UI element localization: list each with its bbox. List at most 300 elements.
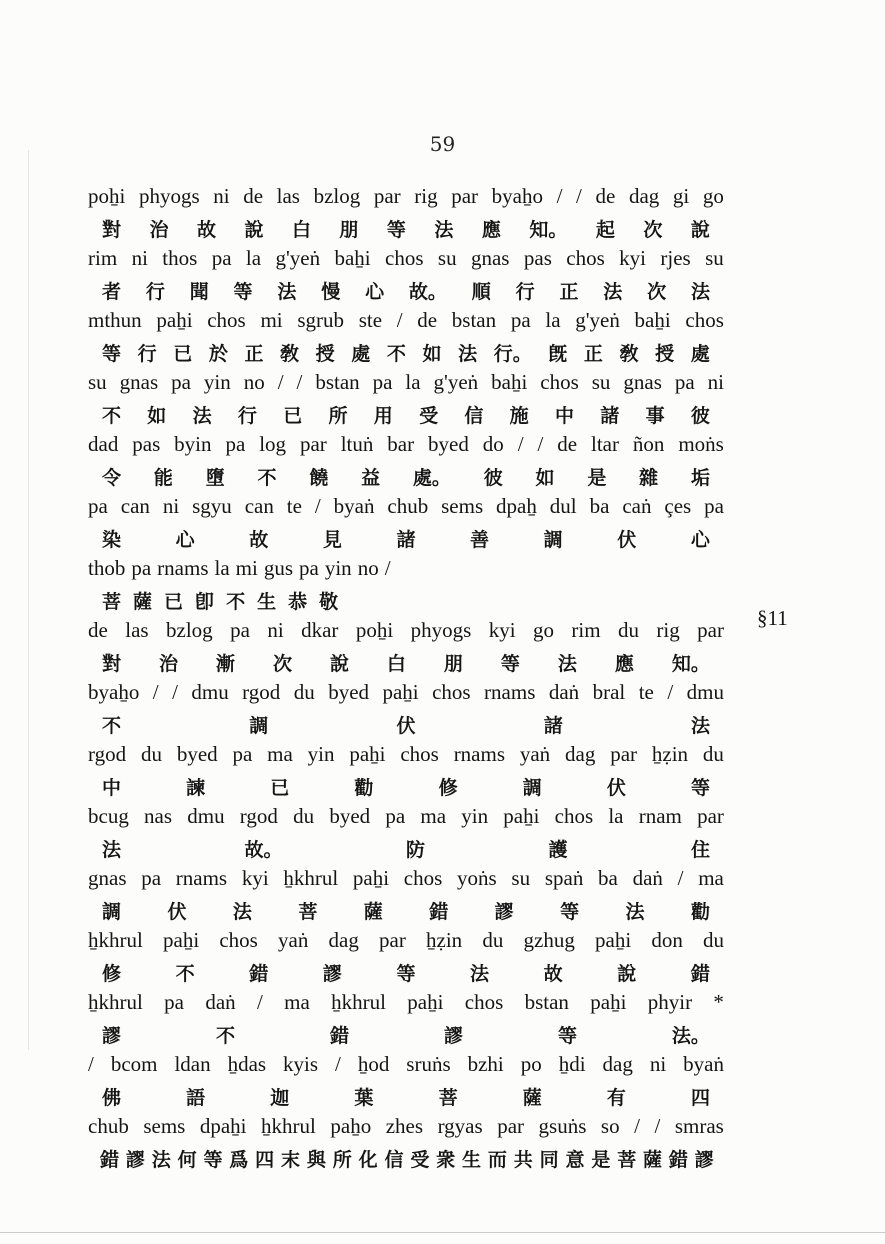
chinese-character: 對 [102, 653, 122, 675]
word: la [245, 246, 262, 270]
chinese-character: 於 [208, 343, 228, 365]
word: can [244, 494, 274, 518]
word: sruṅs [406, 1052, 451, 1076]
chinese-character: 調 [543, 529, 563, 551]
chinese-character: 生 [462, 1149, 482, 1171]
word: / [576, 184, 582, 208]
chinese-character: 如 [147, 405, 167, 427]
chinese-character: 信 [384, 1149, 404, 1171]
word: rgod [242, 680, 281, 704]
chinese-character: 何 [177, 1149, 197, 1171]
word: rnams [175, 866, 228, 890]
chinese-character: 恭 [288, 591, 308, 613]
chinese-character: 伏 [617, 529, 637, 551]
word: bstan [315, 370, 360, 394]
chinese-translation-line [88, 835, 724, 866]
chinese-character: 是 [591, 1149, 611, 1171]
word: pas [132, 432, 161, 456]
word: dmu [191, 680, 229, 704]
chinese-character: 錯 [249, 963, 269, 985]
word: ni [649, 1052, 667, 1076]
word: gnas [470, 246, 510, 270]
word: phyogs [410, 618, 472, 642]
chinese-character: 不 [386, 343, 406, 365]
word: gi [672, 184, 690, 208]
word: thob [88, 556, 126, 580]
word: go [702, 184, 724, 208]
word: ni [131, 246, 148, 270]
word: byed [329, 804, 371, 828]
chinese-character: 法 [690, 715, 710, 737]
word: g'yeṅ [275, 246, 321, 270]
word: du [703, 928, 724, 952]
word: rgod [239, 804, 278, 828]
word: ẖẓin [651, 742, 689, 766]
word: ni [162, 494, 180, 518]
word: rim [88, 246, 118, 270]
word: / [667, 680, 674, 704]
word: sgyu [192, 494, 232, 518]
word: gnas [88, 866, 127, 890]
chinese-character: 法 [277, 281, 297, 303]
word: mi [260, 308, 283, 332]
chinese-character: 錯 [100, 1149, 120, 1171]
word: sems [143, 1114, 186, 1138]
word: / [172, 680, 178, 704]
word: sems [441, 494, 484, 518]
tibetan-transliteration-line [88, 494, 724, 525]
word: dag [328, 928, 359, 952]
chinese-character: 處。 [412, 467, 451, 489]
word: bar [387, 432, 415, 456]
chinese-character: 不 [226, 591, 246, 613]
word: / [517, 432, 524, 456]
tibetan-transliteration-line [88, 928, 724, 959]
word: smras [674, 1114, 724, 1138]
chinese-character: 受 [410, 1149, 430, 1171]
chinese-character: 旣 [548, 343, 568, 365]
chinese-character: 信 [464, 405, 484, 427]
word: po [520, 1052, 542, 1076]
chinese-character: 四 [690, 1087, 710, 1109]
chinese-character: 正 [583, 343, 603, 365]
word: / [277, 370, 284, 394]
chinese-character: 謬 [125, 1149, 145, 1171]
chinese-character: 調 [522, 777, 542, 799]
word: chos [464, 990, 504, 1014]
chinese-character: 處 [351, 343, 371, 365]
word: kyi [488, 618, 516, 642]
chinese-character: 不 [175, 963, 195, 985]
chinese-character: 諸 [396, 529, 416, 551]
word: rnams [484, 680, 536, 704]
chinese-character: 故 [543, 963, 563, 985]
chinese-character: 生 [257, 591, 277, 613]
chinese-translation-line [88, 649, 724, 680]
tibetan-transliteration-line [88, 184, 724, 215]
word: du [293, 804, 315, 828]
word: par [497, 1114, 525, 1138]
chinese-character: 等 [560, 901, 580, 923]
word: can [120, 494, 150, 518]
word: du [293, 680, 315, 704]
chinese-translation-line [88, 525, 724, 556]
chinese-character: 菩 [438, 1087, 458, 1109]
word: pa [225, 432, 246, 456]
word: su [511, 866, 531, 890]
chinese-translation-line [88, 959, 724, 990]
word: çes [664, 494, 692, 518]
chinese-character: 受 [419, 405, 439, 427]
word: du [618, 618, 639, 642]
word: rgyas [437, 1114, 483, 1138]
word: ldan [174, 1052, 211, 1076]
chinese-character: 末 [281, 1149, 301, 1171]
word: nas [144, 804, 173, 828]
chinese-character: 中 [102, 777, 122, 799]
tibetan-transliteration-line [88, 804, 724, 835]
chinese-character: 饒 [309, 467, 329, 489]
word: dag [565, 742, 596, 766]
word: la [608, 804, 624, 828]
word: daṅ [548, 680, 580, 704]
chinese-character: 如 [535, 467, 555, 489]
scan-edge-shadow [28, 150, 29, 1050]
word: dpaẖ [496, 494, 537, 518]
chinese-character: 故 [196, 219, 216, 241]
word: chub [387, 494, 429, 518]
word: rnams [453, 742, 506, 766]
page-bottom-rule [0, 1232, 885, 1233]
word: poẖi [355, 618, 394, 642]
chinese-character: 等 [690, 777, 710, 799]
chinese-character: 語 [186, 1087, 206, 1109]
word: la [214, 556, 230, 580]
word: du [482, 928, 504, 952]
chinese-character: 說 [690, 219, 710, 241]
word: yin [203, 370, 231, 394]
word: don [651, 928, 683, 952]
chinese-character: 所 [332, 1149, 352, 1171]
chinese-translation-line [88, 401, 724, 432]
chinese-character: 善 [470, 529, 490, 551]
word: dul [549, 494, 577, 518]
word: chos [403, 866, 443, 890]
word: pa [211, 246, 232, 270]
word: rjes [660, 246, 691, 270]
word: / [314, 494, 321, 518]
word: gzhug [523, 928, 575, 952]
chinese-character: 謬 [494, 901, 514, 923]
word: paẖo [330, 1114, 372, 1138]
word: bzlog [313, 184, 361, 208]
word: chos [219, 928, 258, 952]
chinese-character: 聞 [189, 281, 209, 303]
chinese-character: 知。 [529, 219, 568, 241]
chinese-character: 行 [237, 405, 257, 427]
word: kyis [283, 1052, 319, 1076]
chinese-character: 順 [471, 281, 491, 303]
word: paẖi [349, 742, 386, 766]
chinese-translation-line [88, 1083, 724, 1114]
word: / [88, 1052, 94, 1076]
word: paẖi [163, 928, 200, 952]
word: ma [698, 866, 724, 890]
tibetan-transliteration-line [88, 432, 724, 463]
chinese-character: 授 [655, 343, 675, 365]
chinese-character: 勸 [354, 777, 374, 799]
chinese-character: 行 [145, 281, 165, 303]
word: ma [420, 804, 447, 828]
word: par [373, 184, 401, 208]
chinese-character: 所 [328, 405, 348, 427]
chinese-character: 敬 [319, 591, 339, 613]
word: dkar [301, 618, 339, 642]
word: byed [176, 742, 218, 766]
chinese-character: 用 [373, 405, 393, 427]
word: ni [707, 370, 724, 394]
chinese-character: 修 [102, 963, 122, 985]
chinese-character: 已 [283, 405, 303, 427]
word: paẖi [503, 804, 540, 828]
word: moṅs [678, 432, 724, 456]
chinese-character: 錯 [668, 1149, 688, 1171]
word: / [256, 990, 263, 1014]
word: chos [207, 308, 246, 332]
word: ltar [591, 432, 619, 456]
word: pas [523, 246, 552, 270]
chinese-translation-line [88, 463, 724, 494]
chinese-character: 正 [559, 281, 579, 303]
word: bzhi [467, 1052, 504, 1076]
chinese-character: 而 [487, 1149, 507, 1171]
word: bcug [88, 804, 129, 828]
chinese-character: 諸 [543, 715, 563, 737]
word: paẖi [407, 990, 444, 1014]
chinese-character: 能 [153, 467, 173, 489]
chinese-translation-line [88, 339, 724, 370]
word: yoṅs [457, 866, 497, 890]
chinese-character: 四 [255, 1149, 275, 1171]
word: g'yeṅ [575, 308, 620, 332]
word: de [243, 184, 264, 208]
chinese-character: 法 [625, 901, 645, 923]
chinese-character: 雜 [639, 467, 659, 489]
word: / [634, 1114, 640, 1138]
chinese-character: 諸 [600, 405, 620, 427]
tibetan-transliteration-line [88, 680, 724, 711]
chinese-character: 謬 [322, 963, 342, 985]
chinese-character: 錯 [329, 1025, 349, 1047]
page-number: 59 [429, 132, 456, 156]
chinese-character: 敎 [619, 343, 639, 365]
chinese-character: 故 [249, 529, 269, 551]
chinese-character: 心 [365, 281, 385, 303]
word: pa [141, 866, 162, 890]
word: byaṅ [683, 1052, 724, 1076]
chinese-character: 葉 [354, 1087, 374, 1109]
chinese-character: 謬 [443, 1025, 463, 1047]
word: par [299, 432, 327, 456]
chinese-character: 應 [614, 653, 634, 675]
word: te [638, 680, 654, 704]
word: ẖkhrul [283, 866, 339, 890]
chinese-character: 住 [690, 839, 710, 861]
word: mthun [88, 308, 142, 332]
word: de [417, 308, 438, 332]
word: bcom [110, 1052, 158, 1076]
chinese-character: 菩 [617, 1149, 637, 1171]
word: la [545, 308, 561, 332]
word: so [600, 1114, 620, 1138]
chinese-character: 修 [438, 777, 458, 799]
word: rnam [638, 804, 682, 828]
chinese-character: 說 [617, 963, 637, 985]
word: pa [704, 494, 724, 518]
chinese-character: 伏 [167, 901, 187, 923]
chinese-character: 化 [358, 1149, 378, 1171]
word: yaṅ [519, 742, 551, 766]
chinese-character: 法 [151, 1149, 171, 1171]
chinese-character: 朋 [339, 219, 359, 241]
chinese-character: 次 [647, 281, 667, 303]
word: pa [171, 370, 191, 394]
chinese-character: 墮 [205, 467, 225, 489]
word: su [705, 246, 724, 270]
chinese-character: 諫 [186, 777, 206, 799]
chinese-character: 者 [102, 281, 122, 303]
word: * [713, 990, 724, 1014]
chinese-character: 對 [102, 219, 122, 241]
word: pa [299, 556, 319, 580]
chinese-character: 漸 [215, 653, 235, 675]
chinese-character: 爲 [229, 1149, 249, 1171]
chinese-character: 法。 [671, 1025, 710, 1047]
chinese-character: 不 [102, 405, 122, 427]
chinese-character: 如 [422, 343, 442, 365]
tibetan-transliteration-line [88, 308, 724, 339]
word: / [537, 432, 544, 456]
chinese-character: 薩 [363, 901, 383, 923]
chinese-character: 令 [102, 467, 122, 489]
chinese-character: 心 [690, 529, 710, 551]
word: caṅ [622, 494, 652, 518]
word: par [379, 928, 406, 952]
chinese-character: 事 [645, 405, 665, 427]
word: / [654, 1114, 661, 1138]
chinese-character: 法 [470, 963, 490, 985]
chinese-character: 說 [244, 219, 264, 241]
word: de [595, 184, 616, 208]
word: poẖi [88, 184, 126, 208]
chinese-character: 錯 [429, 901, 449, 923]
word: gsuṅs [538, 1114, 587, 1138]
chinese-translation-line [88, 897, 724, 928]
chinese-character: 法 [434, 219, 454, 241]
chinese-character: 薩 [522, 1087, 542, 1109]
chinese-character: 治 [149, 219, 169, 241]
chinese-character: 迦 [270, 1087, 290, 1109]
word: dag [628, 184, 660, 208]
word: dag [602, 1052, 633, 1076]
word: rim [571, 618, 601, 642]
word: las [276, 184, 300, 208]
tibetan-transliteration-line [88, 370, 724, 401]
chinese-character: 謬 [102, 1025, 122, 1047]
word: su [591, 370, 611, 394]
tibetan-transliteration-line [88, 990, 724, 1021]
chinese-character: 法 [690, 281, 710, 303]
word: / [296, 370, 303, 394]
chinese-character: 衆 [436, 1149, 456, 1171]
word: no [357, 556, 379, 580]
tibetan-transliteration-line [88, 742, 724, 773]
word: chos [385, 246, 424, 270]
chinese-character: 次 [272, 653, 292, 675]
word: rnams [157, 556, 209, 580]
chinese-character: 不 [215, 1025, 235, 1047]
chinese-character: 菩 [102, 591, 122, 613]
word: daṅ [632, 866, 663, 890]
chinese-character: 意 [565, 1149, 585, 1171]
word: ẖod [357, 1052, 390, 1076]
word: pa [131, 556, 152, 580]
section-marker: §11 [757, 606, 788, 630]
chinese-character: 起 [595, 219, 615, 241]
word: chub [88, 1114, 129, 1138]
chinese-character: 慢 [321, 281, 341, 303]
word: pa [510, 308, 531, 332]
chinese-character: 共 [513, 1149, 533, 1171]
chinese-character: 與 [306, 1149, 326, 1171]
word: dpaẖi [199, 1114, 247, 1138]
chinese-translation-line [88, 277, 724, 308]
word: chos [400, 742, 439, 766]
word: par [697, 618, 724, 642]
word: mi [235, 556, 258, 580]
chinese-character: 佛 [102, 1087, 122, 1109]
word: paẖi [156, 308, 193, 332]
chinese-translation-line [88, 587, 724, 618]
word: pa [88, 494, 108, 518]
word: la [405, 370, 421, 394]
chinese-character: 法 [557, 653, 577, 675]
chinese-character: 朋 [443, 653, 463, 675]
chinese-character: 法 [458, 343, 478, 365]
word: baẖi [491, 370, 528, 394]
word: byed [328, 680, 370, 704]
word: rig [414, 184, 438, 208]
chinese-character: 等 [203, 1149, 223, 1171]
chinese-character: 伏 [396, 715, 416, 737]
chinese-character: 處 [690, 343, 710, 365]
word: / [556, 184, 563, 208]
chinese-character: 護 [548, 839, 568, 861]
word: ni [267, 618, 284, 642]
word: paẖi [352, 866, 390, 890]
word: yin [324, 556, 352, 580]
word: te [286, 494, 302, 518]
word: ẖdas [227, 1052, 267, 1076]
word: baẖi [634, 308, 671, 332]
chinese-character: 法 [102, 839, 122, 861]
word: ẖkhrul [331, 990, 386, 1014]
chinese-character: 勸 [690, 901, 710, 923]
word: ẖkhrul [261, 1114, 316, 1138]
word: yin [461, 804, 489, 828]
tibetan-transliteration-line [88, 618, 724, 649]
word: chos [432, 680, 471, 704]
